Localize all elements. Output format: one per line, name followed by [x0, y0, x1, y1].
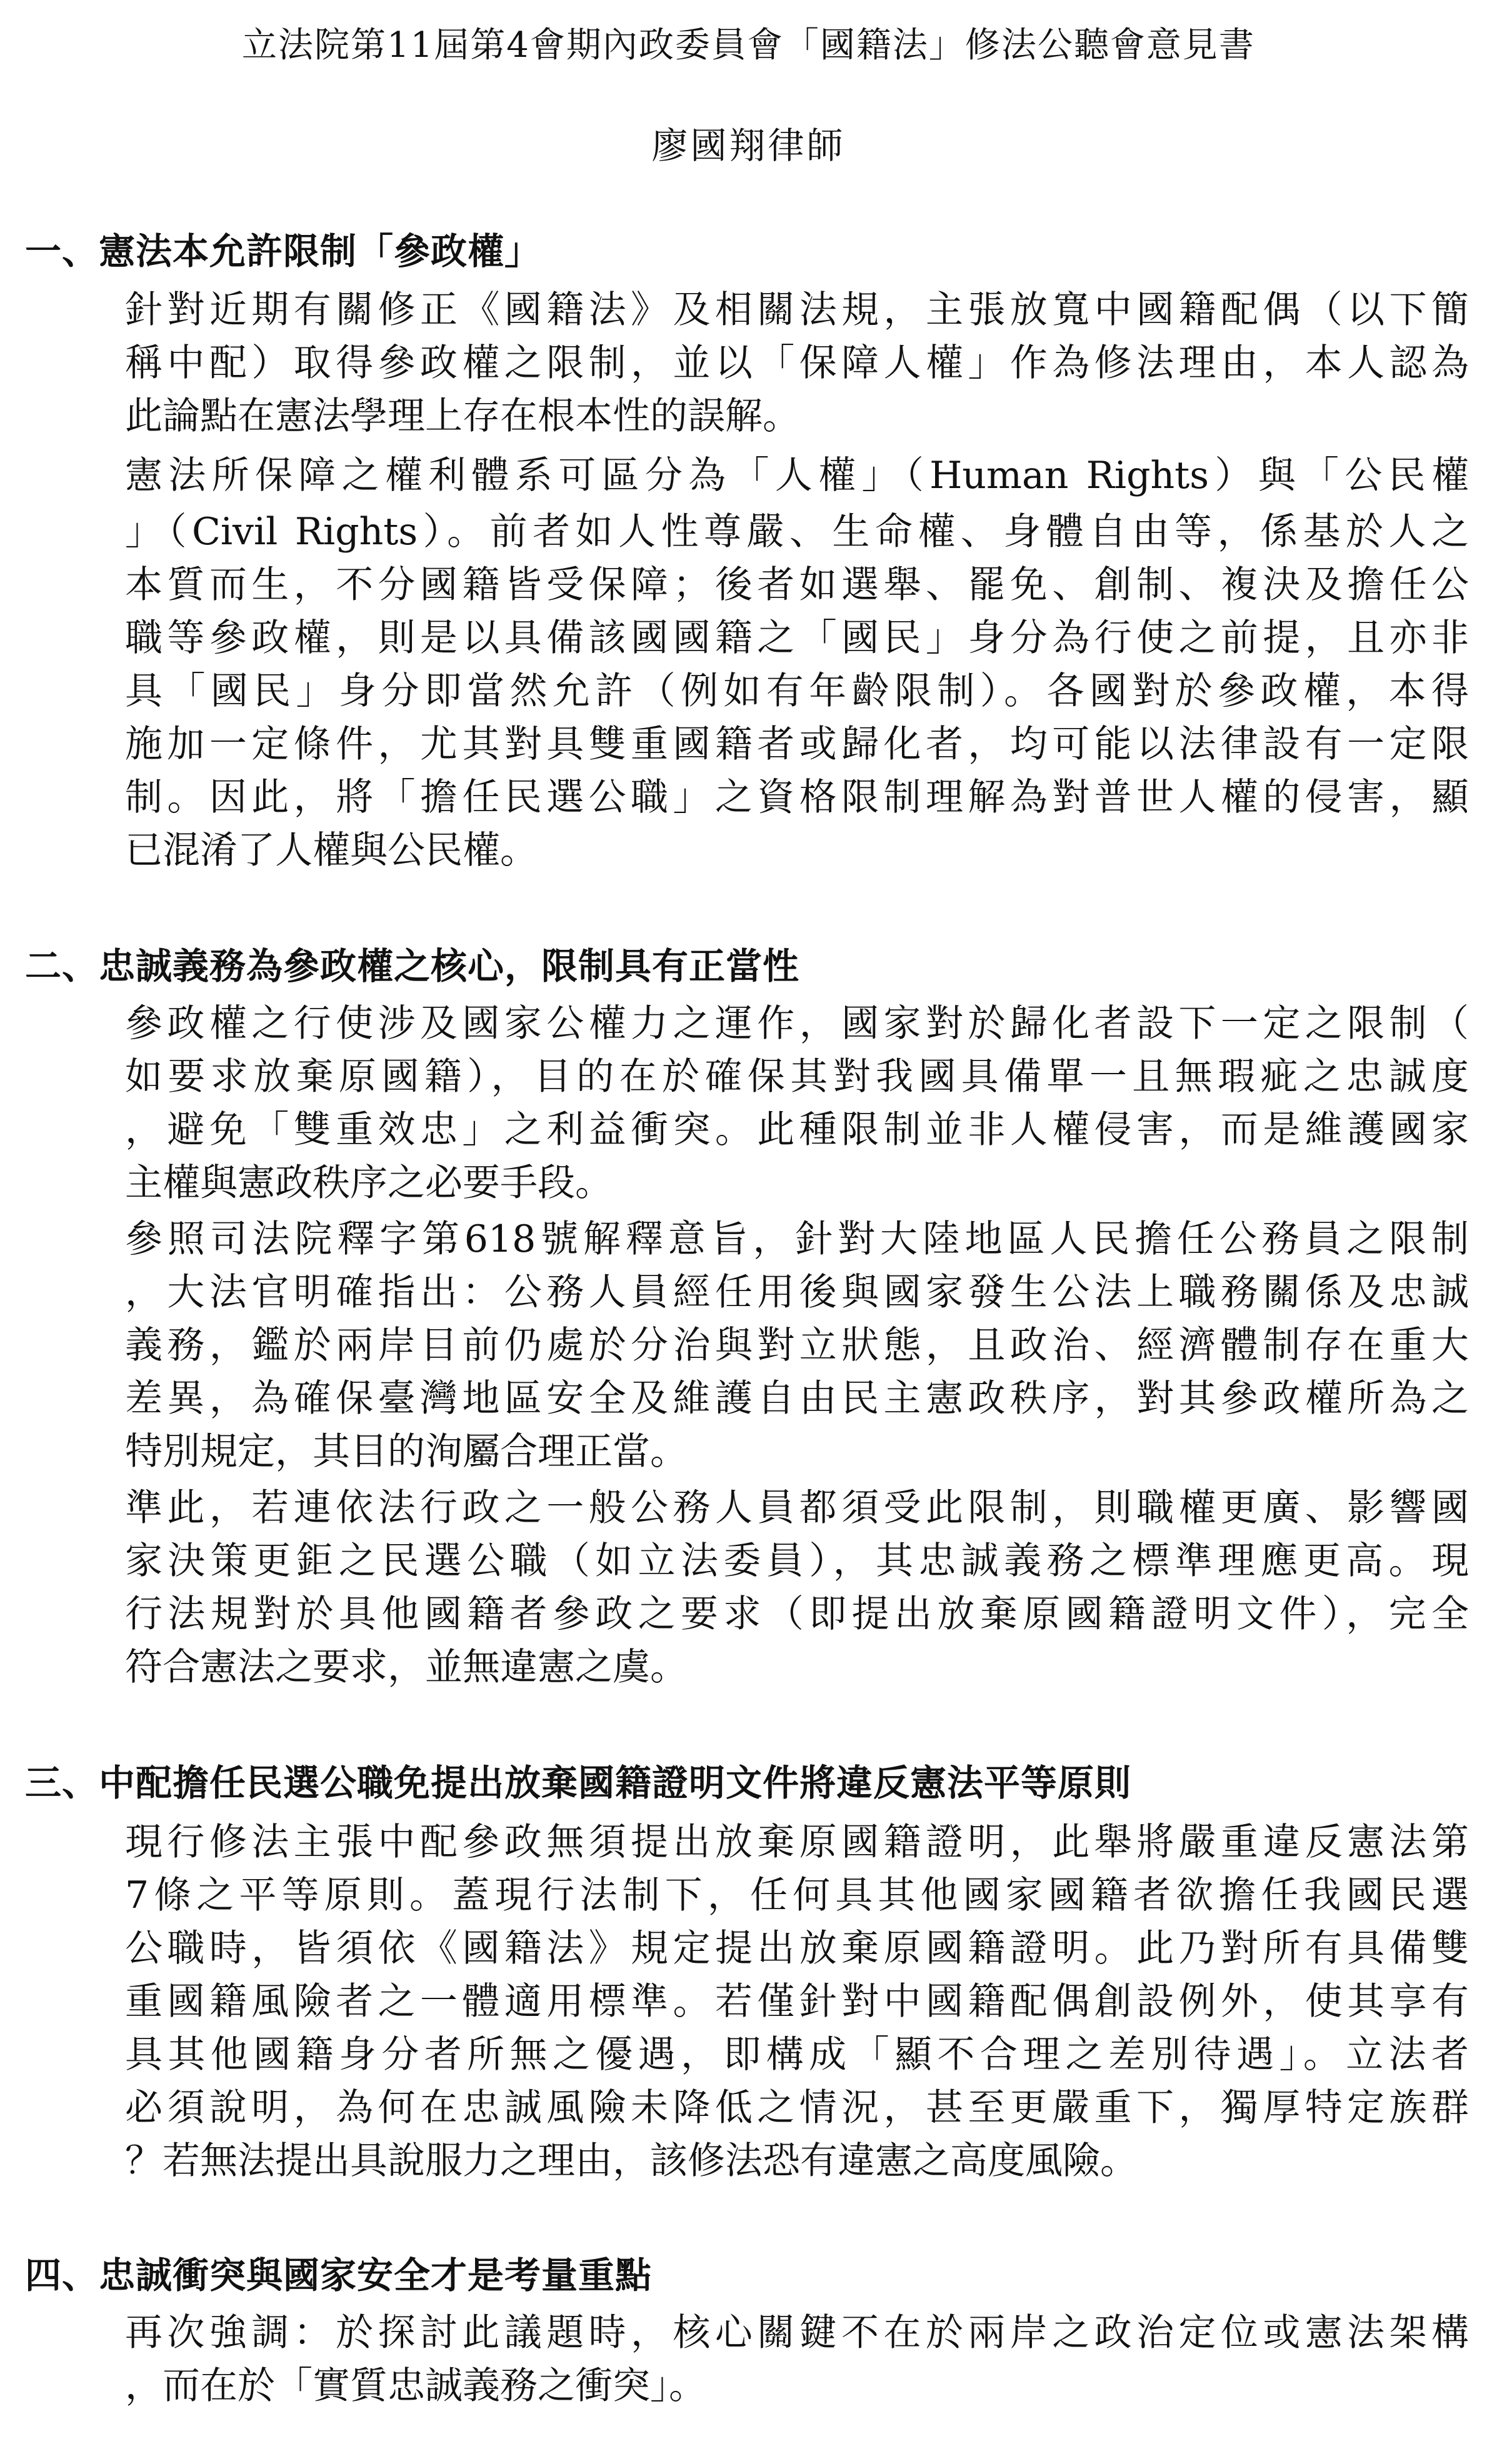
paragraph-line: 職等參政權，則是以具備該國國籍之「國民」身分為行使之前提，且亦非: [125, 616, 1469, 660]
document-author: 廖國翔律師: [651, 124, 846, 167]
paragraph-line: 」（Civil Rights）。前者如人性尊嚴、生命權、身體自由等，係基於人之: [125, 510, 1469, 554]
paragraph-line: ，大法官明確指出：公務人員經任用後與國家發生公法上職務關係及忠誠: [125, 1270, 1469, 1314]
section-heading-2: 二、忠誠義務為參政權之核心，限制具有正當性: [25, 945, 800, 987]
paragraph-line: 此論點在憲法學理上存在根本性的誤解。: [125, 394, 800, 438]
paragraph-line: 參政權之行使涉及國家公權力之運作，國家對於歸化者設下一定之限制（: [125, 1002, 1469, 1045]
paragraph-line: 再次強調：於探討此議題時，核心關鍵不在於兩岸之政治定位或憲法架構: [125, 2311, 1469, 2355]
paragraph-line: 家決策更鉅之民選公職（如立法委員），其忠誠義務之標準理應更高。現: [125, 1539, 1469, 1583]
paragraph-line: 參照司法院釋字第618號解釋意旨，針對大陸地區人民擔任公務員之限制: [125, 1217, 1469, 1261]
paragraph-line: 本質而生，不分國籍皆受保障；後者如選舉、罷免、創制、複決及擔任公: [125, 563, 1469, 607]
paragraph-line: ，而在於「實質忠誠義務之衝突」。: [125, 2364, 706, 2408]
paragraph-line: 憲法所保障之權利體系可區分為「人權」（Human Rights）與「公民權: [125, 454, 1469, 497]
paragraph-line: 7條之平等原則。蓋現行法制下，任何具其他國家國籍者欲擔任我國民選: [125, 1873, 1469, 1917]
paragraph-line: 稱中配）取得參政權之限制，並以「保障人權」作為修法理由，本人認為: [125, 341, 1469, 385]
paragraph-line: 具「國民」身分即當然允許（例如有年齡限制）。各國對於參政權，本得: [125, 669, 1469, 713]
paragraph-line: 特別規定，其目的洵屬合理正當。: [125, 1430, 688, 1474]
paragraph-line: 重國籍風險者之一體適用標準。若僅針對中國籍配偶創設例外，使其享有: [125, 1980, 1469, 2023]
paragraph-line: ，避免「雙重效忠」之利益衝突。此種限制並非人權侵害，而是維護國家: [125, 1108, 1469, 1152]
paragraph-line: 現行修法主張中配參政無須提出放棄原國籍證明，此舉將嚴重違反憲法第: [125, 1820, 1469, 1864]
paragraph-line: 針對近期有關修正《國籍法》及相關法規，主張放寬中國籍配偶（以下簡: [125, 288, 1469, 332]
section-heading-3: 三、中配擔任民選公職免提出放棄國籍證明文件將違反憲法平等原則: [25, 1762, 1132, 1804]
paragraph-line: 主權與憲政秩序之必要手段。: [125, 1161, 613, 1205]
document-title: 立法院第11屆第4會期內政委員會「國籍法」修法公聽會意見書: [242, 25, 1255, 66]
paragraph-line: 符合憲法之要求，並無違憲之虞。: [125, 1645, 688, 1689]
paragraph-line: 已混淆了人權與公民權。: [125, 829, 538, 872]
paragraph-line: 義務，鑑於兩岸目前仍處於分治與對立狀態，且政治、經濟體制存在重大: [125, 1324, 1469, 1367]
paragraph-line: 公職時，皆須依《國籍法》規定提出放棄原國籍證明。此乃對所有具備雙: [125, 1927, 1469, 1970]
paragraph-line: ？若無法提出具說服力之理由，該修法恐有違憲之高度風險。: [125, 2139, 1138, 2183]
paragraph-line: 制。因此，將「擔任民選公職」之資格限制理解為對普世人權的侵害，顯: [125, 776, 1469, 819]
paragraph-line: 具其他國籍身分者所無之優遇，即構成「顯不合理之差別待遇」。立法者: [125, 2033, 1469, 2077]
paragraph-line: 差異，為確保臺灣地區安全及維護自由民主憲政秩序，對其參政權所為之: [125, 1377, 1469, 1420]
paragraph-line: 如要求放棄原國籍），目的在於確保其對我國具備單一且無瑕疵之忠誠度: [125, 1055, 1469, 1099]
paragraph-line: 行法規對於具他國籍者參政之要求（即提出放棄原國籍證明文件），完全: [125, 1592, 1469, 1636]
paragraph-line: 施加一定條件，尤其對具雙重國籍者或歸化者，均可能以法律設有一定限: [125, 722, 1469, 766]
section-heading-4: 四、忠誠衝突與國家安全才是考量重點: [25, 2254, 653, 2297]
paragraph-line: 必須說明，為何在忠誠風險未降低之情況，甚至更嚴重下，獨厚特定族群: [125, 2086, 1469, 2130]
section-heading-1: 一、憲法本允許限制「參政權」: [25, 230, 542, 272]
paragraph-line: 準此，若連依法行政之一般公務人員都須受此限制，則職權更廣、影響國: [125, 1486, 1469, 1530]
